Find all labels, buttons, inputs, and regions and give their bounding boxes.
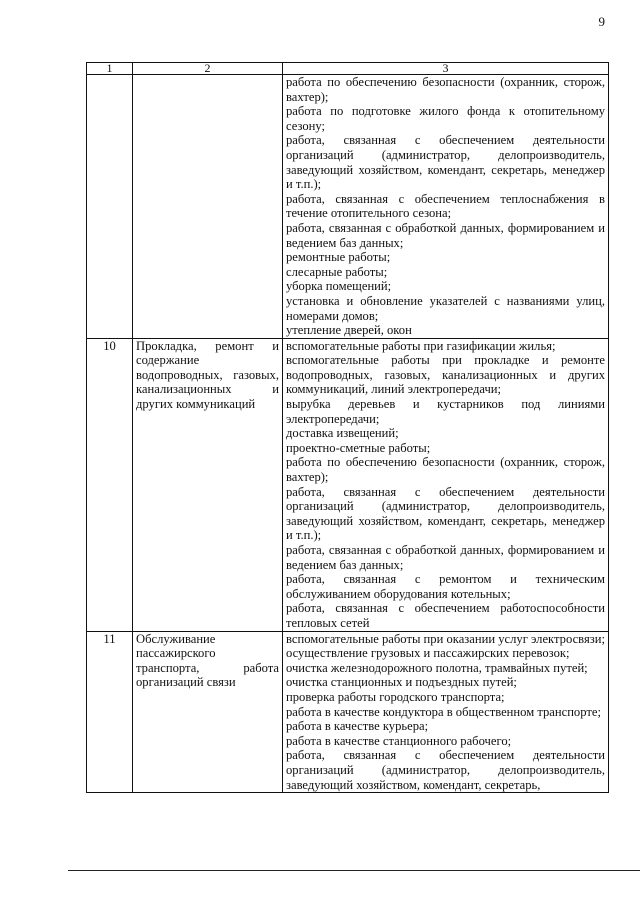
table-row <box>87 631 609 793</box>
work-item: доставка извещений; <box>286 426 399 441</box>
work-item: вспомогательные работы при прокладке и ремонте водопроводных, газовых, канализационных и других коммуникаций, линий электропередачи; <box>286 353 605 397</box>
table-row <box>87 338 609 631</box>
work-item: очистка станционных и подъездных путей; <box>286 675 517 690</box>
activity-name: Прокладка, ремонт и содержание водопроводных, газовых, канализационных и других коммуникаций <box>133 338 283 631</box>
work-item: уборка помещений; <box>286 279 392 294</box>
work-item: работа в качестве курьера; <box>286 719 429 734</box>
work-item: работа в качестве станционного рабочего; <box>286 733 512 748</box>
work-item: работа, связанная с обеспечением деятельности организаций (администратор, делопроизводитель, заведующий хозяйством, комендант, секретарь, менеджер и т.п.); <box>286 484 605 543</box>
works-list <box>283 75 609 339</box>
work-item: работа по подготовке жилого фонда к отопительному сезону; <box>286 104 605 133</box>
work-item: работа по обеспечению безопасности (охранник, сторож, вахтер); <box>286 75 605 104</box>
activity-name: Обслуживание пассажирского транспорта, работа организаций связи <box>133 631 283 793</box>
work-item: работа, связанная с обработкой данных, формированием и ведением баз данных; <box>286 543 605 572</box>
work-item: проверка работы городского транспорта; <box>286 689 505 704</box>
row-number: 10 <box>87 338 133 631</box>
work-item: слесарные работы; <box>286 264 388 279</box>
work-item: осуществление грузовых и пассажирских перевозок; <box>286 646 570 661</box>
header-col-2: 2 <box>133 63 283 75</box>
work-item: работа в качестве кондуктора в общественном транспорте; <box>286 704 601 719</box>
activity-name <box>133 75 283 339</box>
work-item: работа, связанная с обеспечением деятельности организаций (администратор, делопроизводитель, заведующий хозяйством, комендант, секретарь, <box>286 748 605 792</box>
work-item: установка и обновление указателей с названиями улиц, номерами домов; <box>286 293 605 323</box>
bottom-rule <box>68 870 640 871</box>
header-col-3: 3 <box>283 63 609 75</box>
table-row <box>87 75 609 339</box>
work-item: работа, связанная с ремонтом и техническим обслуживанием оборудования котельных; <box>286 572 605 601</box>
header-row <box>87 63 609 75</box>
row-number: 11 <box>87 631 133 793</box>
work-item: работа, связанная с обеспечением деятельности организаций (администратор, делопроизводитель, заведующий хозяйством, комендант, секретарь, менеджер и т.п.); <box>286 133 605 192</box>
works-list <box>283 631 609 793</box>
work-item: вспомогательные работы при оказании услуг электросвязи; <box>286 631 605 646</box>
works-table <box>86 62 609 793</box>
page-number: 9 <box>598 14 605 29</box>
row-number <box>87 75 133 339</box>
header-col-1: 1 <box>87 63 133 75</box>
work-item: вспомогательные работы при газификации жилья; <box>286 338 556 353</box>
works-list <box>283 338 609 631</box>
work-item: работа, связанная с обеспечением работоспособности тепловых сетей <box>286 601 605 630</box>
work-item: ремонтные работы; <box>286 250 391 265</box>
work-item: работа, связанная с обработкой данных, формированием и ведением баз данных; <box>286 220 605 250</box>
work-item: работа по обеспечению безопасности (охранник, сторож, вахтер); <box>286 455 605 485</box>
work-item: работа, связанная с обеспечением теплоснабжения в течение отопительного сезона; <box>286 191 605 221</box>
work-item: утепление дверей, окон <box>286 323 412 338</box>
work-item: вырубка деревьев и кустарников под линиями электропередачи; <box>286 397 605 426</box>
table-body <box>87 75 609 793</box>
work-item: очистка железнодорожного полотна, трамвайных путей; <box>286 660 588 675</box>
work-item: проектно-сметные работы; <box>286 440 431 455</box>
